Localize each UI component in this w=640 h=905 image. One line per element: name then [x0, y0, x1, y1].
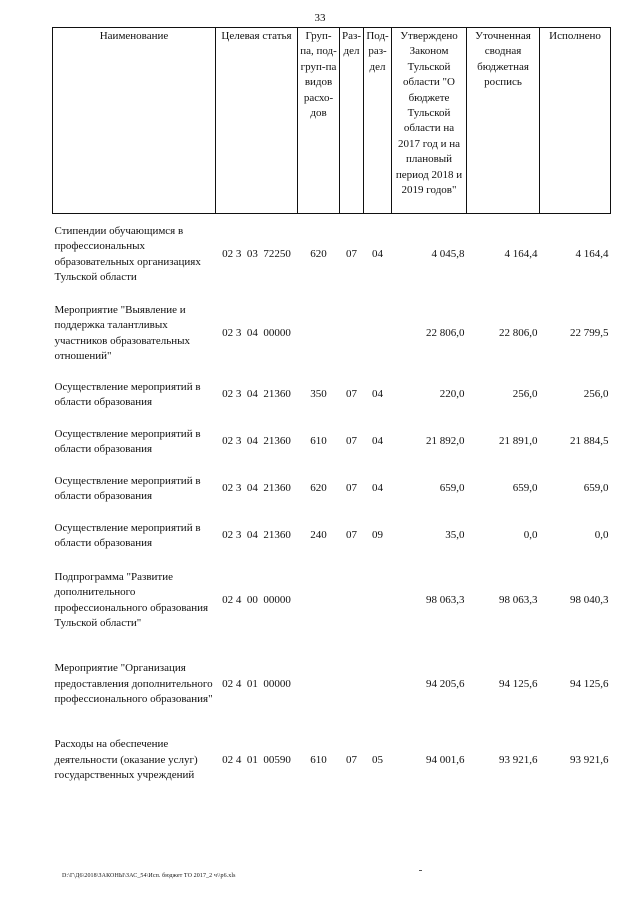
cell-approved: 4 045,8: [431, 248, 465, 261]
cell-revised: 4 164,4: [504, 248, 538, 261]
header-target: Целевая статья: [216, 28, 298, 214]
cell-revised: 94 125,6: [499, 677, 538, 690]
cell-target-code: 02 3 04 21360: [222, 482, 291, 495]
cell-approved: 220,0: [439, 388, 465, 401]
cell-executed: 4 164,4: [575, 248, 609, 261]
footer-mark: [419, 870, 422, 871]
cell-executed: 94 125,6: [570, 677, 609, 690]
cell-approved: 22 806,0: [426, 326, 465, 339]
cell-target-code: 02 3 04 21360: [222, 388, 291, 401]
cell-section: 07: [346, 753, 357, 766]
header-executed: Исполнено: [540, 28, 611, 214]
cell-section: [340, 296, 364, 372]
cell-target-code: 02 4 01 00590: [222, 753, 291, 766]
header-revised: Уточненная сводная бюджетная роспись: [467, 28, 540, 214]
file-path-footer: D:\Г\Д6\2018\ЗАКОНЫ\ЗАС_54\Исп. бюджет ТО 2017_2 ч\\р6.xls: [62, 873, 236, 879]
table-row: [53, 372, 611, 419]
cell-executed: 659,0: [583, 482, 609, 495]
cell-executed: 93 921,6: [570, 753, 609, 766]
cell-subsection: 09: [372, 529, 384, 542]
cell-subsection: [364, 642, 392, 728]
table-row: [53, 466, 611, 513]
cell-approved: 94 001,6: [426, 753, 465, 766]
table-row: [53, 728, 611, 794]
cell-subsection: [364, 296, 392, 372]
table-row: [53, 560, 611, 642]
cell-approved: 94 205,6: [426, 677, 465, 690]
header-approved: Утверждено Законом Тульской области "О бюджете Тульской области на 2017 год и на плановый период 2018 и 2019 годов": [392, 28, 467, 214]
cell-name: Стипендии обучающимся в профессиональных образовательных организациях Тульской области: [54, 224, 201, 284]
table-row: [53, 214, 611, 296]
cell-group: 240: [310, 529, 327, 542]
cell-target-code: 02 3 04 21360: [222, 529, 291, 542]
cell-name: Осуществление мероприятий в области образования: [54, 427, 201, 455]
cell-group: [298, 560, 340, 642]
cell-group: 610: [310, 753, 327, 766]
cell-name: Мероприятие "Организация предоставления дополнительного профессионального образования": [54, 662, 213, 706]
cell-target-code: 02 4 00 00000: [222, 593, 291, 606]
cell-section: 07: [346, 529, 357, 542]
cell-group: 610: [310, 435, 327, 448]
cell-revised: 0,0: [523, 529, 538, 542]
cell-section: 07: [346, 435, 357, 448]
cell-section: 07: [346, 482, 357, 495]
cell-revised: 659,0: [512, 482, 538, 495]
cell-section: 07: [346, 248, 357, 261]
cell-subsection: 05: [372, 753, 384, 766]
header-row: [53, 28, 611, 214]
cell-executed: 21 884,5: [570, 435, 609, 448]
budget-table-body: [53, 214, 611, 794]
cell-group: [298, 642, 340, 728]
cell-executed: 98 040,3: [570, 593, 609, 606]
cell-target-code: 02 4 01 00000: [222, 677, 291, 690]
cell-name: Осуществление мероприятий в области образования: [54, 521, 201, 549]
cell-name: Подпрограмма "Развитие дополнительного профессионального образования Тульской области": [54, 570, 209, 629]
cell-section: [340, 560, 364, 642]
cell-group: 620: [310, 248, 327, 261]
cell-name: Осуществление мероприятий в области образования: [54, 474, 201, 502]
cell-target-code: 02 3 04 00000: [222, 326, 291, 339]
header-subsection: Под-раз-дел: [364, 28, 392, 214]
header-section: Раз-дел: [340, 28, 364, 214]
budget-table: [52, 27, 611, 794]
cell-subsection: [364, 560, 392, 642]
cell-name: Осуществление мероприятий в области образования: [54, 380, 201, 408]
cell-revised: 21 891,0: [499, 435, 538, 448]
cell-revised: 98 063,3: [499, 593, 538, 606]
cell-group: 620: [310, 482, 327, 495]
cell-subsection: 04: [372, 248, 384, 261]
cell-revised: 256,0: [512, 388, 538, 401]
cell-approved: 98 063,3: [426, 593, 465, 606]
cell-executed: 0,0: [594, 529, 609, 542]
table-row: [53, 642, 611, 728]
cell-subsection: 04: [372, 435, 384, 448]
cell-name: Расходы на обеспечение деятельности (оказание услуг) государственных учреждений: [54, 738, 198, 782]
cell-revised: 93 921,6: [499, 753, 538, 766]
cell-executed: 22 799,5: [570, 326, 609, 339]
cell-target-code: 02 3 03 72250: [222, 248, 291, 261]
page-number: 33: [314, 12, 326, 24]
table-row: [53, 419, 611, 466]
table-row: [53, 296, 611, 372]
cell-approved: 21 892,0: [426, 435, 465, 448]
cell-group: [298, 296, 340, 372]
header-name: Наименование: [53, 28, 216, 214]
cell-section: [340, 642, 364, 728]
cell-approved: 35,0: [445, 529, 465, 542]
cell-group: 350: [310, 388, 327, 401]
header-group: Груп-па, под-груп-па видов расхо-дов: [298, 28, 340, 214]
cell-name: Мероприятие "Выявление и поддержка талантливых участников образовательных отношений": [54, 303, 190, 362]
cell-approved: 659,0: [439, 482, 465, 495]
cell-revised: 22 806,0: [499, 326, 538, 339]
table-row: [53, 513, 611, 560]
cell-executed: 256,0: [583, 388, 609, 401]
cell-subsection: 04: [372, 388, 384, 401]
cell-subsection: 04: [372, 482, 384, 495]
cell-target-code: 02 3 04 21360: [222, 435, 291, 448]
cell-section: 07: [346, 388, 357, 401]
